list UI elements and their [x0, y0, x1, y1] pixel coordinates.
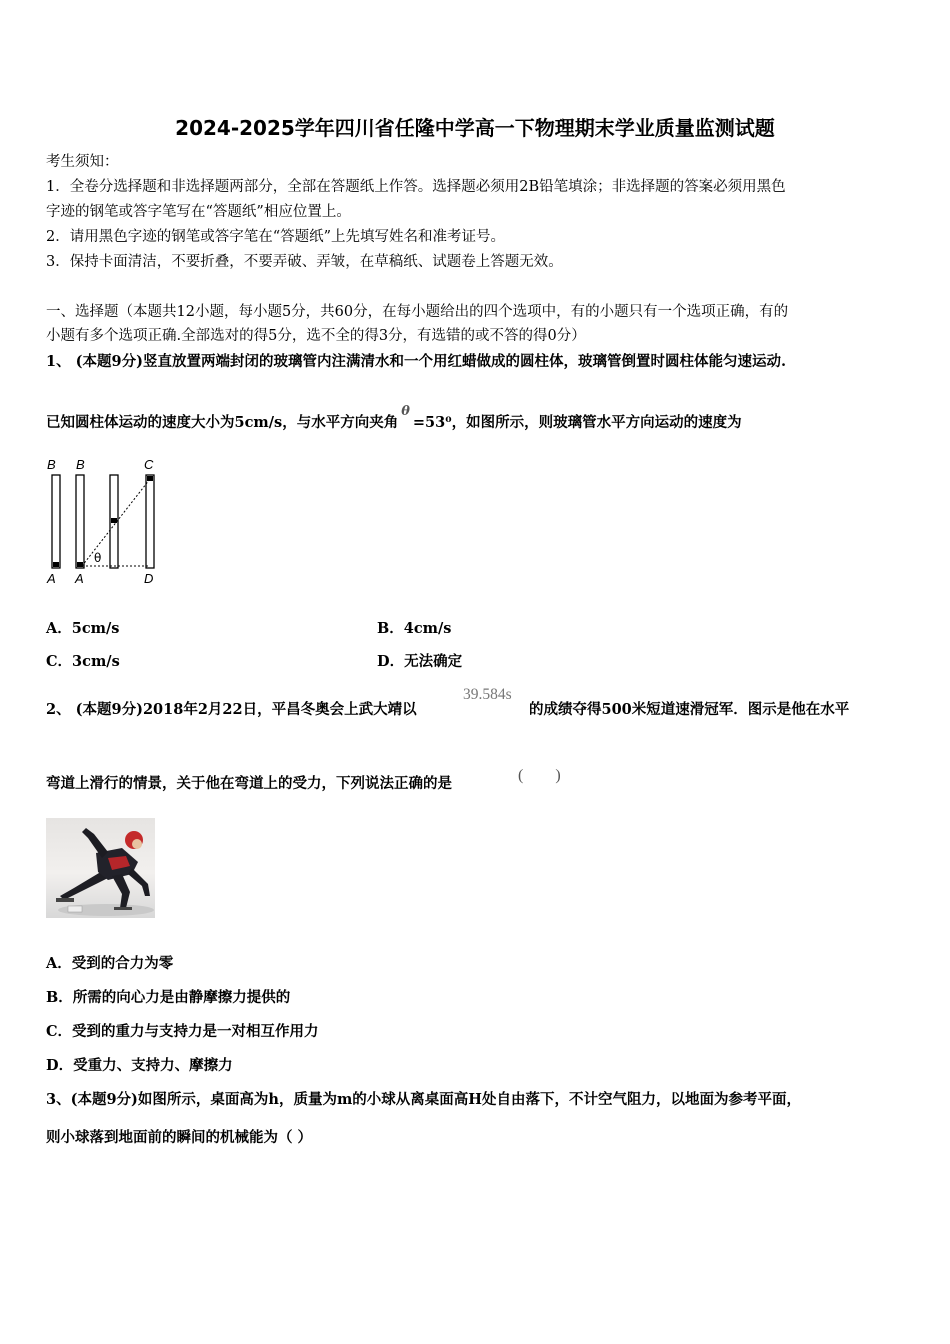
question-text: 竖直放置两端封闭的玻璃管内注满清水和一个用红蜡做成的圆柱体，玻璃管倒置时圆柱体能匀速运动.	[142, 353, 787, 370]
glass-tube-diagram	[44, 455, 166, 590]
q2-option-d[interactable]: D．受重力、支持力、摩擦力	[46, 1057, 233, 1074]
question-score: (本题9分)	[75, 353, 143, 370]
candle-block	[147, 476, 153, 481]
q2-option-c[interactable]: C．受到的重力与支持力是一对相互作用力	[46, 1023, 319, 1040]
q2-option-b[interactable]: B．所需的向心力是由静摩擦力提供的	[46, 989, 291, 1006]
label-a1: A	[47, 571, 56, 586]
question-text: 如图所示，桌面高为h，质量为m的小球从离桌面高H处自由落下，不计空气阻力，以地面为参考平面，	[137, 1091, 801, 1108]
section-instructions-2: 小题有多个选项正确.全部选对的得5分，选不全的得3分，有选错的或不答的得0分）	[46, 328, 586, 344]
label-c: C	[144, 457, 154, 472]
question-text: 2018年2月22日，平昌冬奥会上武大靖以	[142, 701, 417, 718]
question-1-line-2	[46, 404, 742, 434]
time-formula: 39.584s	[463, 686, 512, 703]
theta-symbol: θ	[401, 404, 410, 419]
answer-blank: ( )	[518, 767, 561, 784]
question-2-line-2: 弯道上滑行的情景，关于他在弯道上的受力，下列说法正确的是	[46, 775, 452, 792]
notice-item-3: 3．保持卡面清洁，不要折叠，不要弄破、弄皱，在草稿纸、试题卷上答题无效。	[46, 254, 563, 270]
notice-item-1-cont: 字迹的钢笔或答字笔写在“答题纸”相应位置上。	[46, 204, 351, 220]
question-score: (本题9分)	[70, 1091, 138, 1108]
option-a[interactable]: A．5cm/s	[46, 620, 120, 637]
question-1-line-1	[46, 352, 786, 372]
tube-2	[76, 475, 84, 568]
label-a2: A	[75, 571, 84, 586]
question-2-line-1a	[46, 700, 417, 720]
option-c[interactable]: C．3cm/s	[46, 653, 120, 670]
candle-block	[111, 518, 117, 523]
question-text: 已知圆柱体运动的速度大小为5cm/s，与水平方向夹角	[46, 414, 399, 431]
question-text: =53⁰，如图所示，则玻璃管水平方向运动的速度为	[412, 414, 742, 431]
tube-1	[52, 475, 60, 568]
notice-heading: 考生须知：	[46, 154, 119, 170]
notice-item-1: 1．全卷分选择题和非选择题两部分，全部在答题纸上作答。选择题必须用2B铅笔填涂；非选择题的答案必须用黑色	[46, 179, 786, 195]
label-b2: B	[76, 457, 85, 472]
theta-label: θ	[94, 551, 102, 565]
question-3-line-1	[46, 1090, 801, 1110]
section-instructions-1: 一、选择题（本题共12小题，每小题5分，共60分，在每小题给出的四个选项中，有的小题只有一个选项正确，有的	[46, 304, 789, 320]
question-score: (本题9分)	[75, 701, 143, 718]
question-3-line-2: 则小球落到地面前的瞬间的机械能为（ ）	[46, 1129, 313, 1146]
question-number: 2、	[46, 701, 71, 718]
tube-4	[146, 475, 154, 568]
question-number: 3、	[46, 1091, 71, 1108]
page-title: 2024-2025学年四川省任隆中学高一下物理期末学业质量监测试题	[175, 116, 775, 140]
skater-photo	[46, 818, 155, 918]
question-number: 1、	[46, 353, 71, 370]
option-d[interactable]: D．无法确定	[377, 653, 463, 670]
candle-block	[53, 562, 59, 567]
question-2-line-1b: 的成绩夺得500米短道速滑冠军．图示是他在水平	[529, 701, 850, 718]
notice-item-2: 2．请用黑色字迹的钢笔或答字笔在“答题纸”上先填写姓名和准考证号。	[46, 229, 506, 245]
option-b[interactable]: B．4cm/s	[377, 620, 452, 637]
label-b1: B	[47, 457, 56, 472]
label-d: D	[144, 571, 154, 586]
q2-option-a[interactable]: A．受到的合力为零	[46, 955, 174, 972]
